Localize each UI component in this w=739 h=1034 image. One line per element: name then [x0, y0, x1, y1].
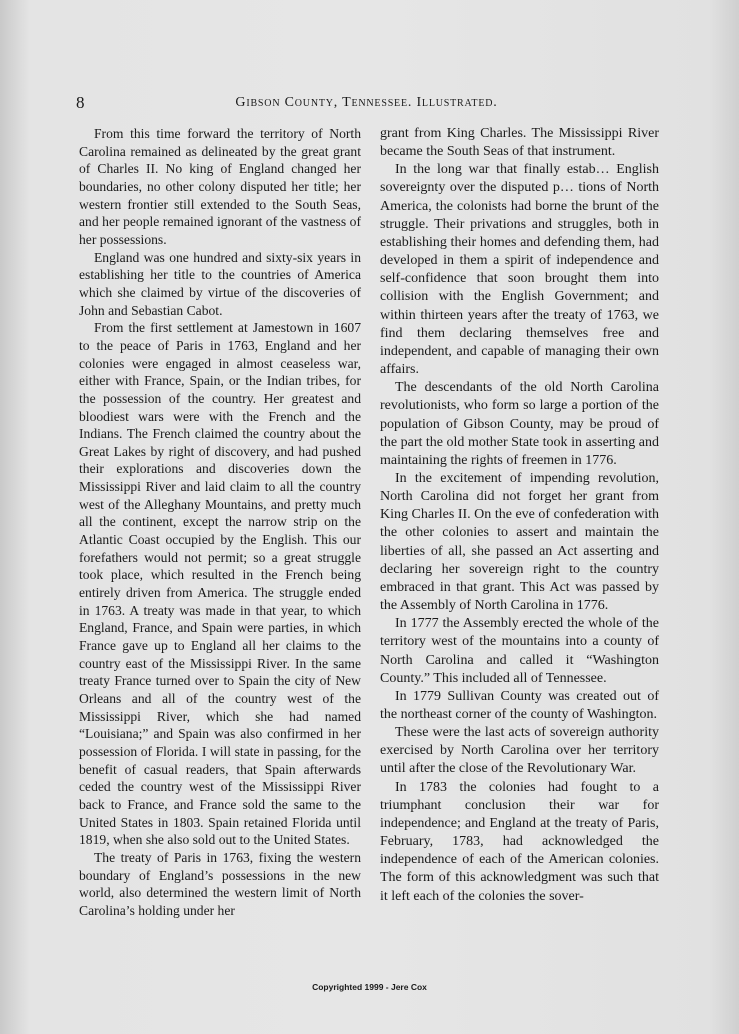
paragraph: In 1777 the Assembly erected the whole of the territory west of the mountains into a county of North Carolina and called it “Washington County.” This included all of Tennessee.	[380, 616, 659, 686]
paragraph: From the first settlement at Jamestown in 1607 to the peace of Paris in 1763, England and her colonies were engaged in almost ceaseless war, either with France, Spain, or the Indian tribes, for the possession of the country. Her greatest and bloodiest wars were with the French and the Indians. The French claimed the country about the Great Lakes by right of discovery, and had pushed their explorations and discoveries down the Mississippi River and laid claim to all the country west of the Alleghany Mountains, and pretty much all the continent, except the narrow strip on the Atlantic Coast occupied by the English. This our forefathers would not permit; so a great struggle took place, which resulted in the French being entirely driven from America. The struggle ended in 1763. A treaty was made in that year, to which England, France, and Spain were parties, in which France gave up to England all her claims to the country east of the Mississippi River. In the same treaty France turned over to Spain the city of New Orleans and all of the country west of the Mississippi River, which she had named “Louisiana;” and Spain was also confirmed in her possession of Florida. I will state in passing, for the benefit of casual readers, that Spain afterwards ceded the country west of the Mississippi River back to France, and France sold the same to the United States in 1803. Spain retained Florida until 1819, when she also sold out to the United States.	[79, 320, 361, 848]
left-column	[79, 125, 361, 920]
running-head	[76, 93, 657, 113]
paragraph: England was one hundred and sixty-six years in establishing her title to the countries of America which she claimed by virtue of the discoveries of John and Sebastian Cabot.	[79, 249, 361, 318]
paragraph: In the long war that finally estab… English sovereignty over the disputed p… tions of North America, the colonists had borne the brunt of the struggle. Their privations and struggles, both in establishing their homes and defending them, had developed in them a spirit of independence and self-confidence that soon brought them into collision with the English Government; and within thirteen years after the treaty of 1763, we find them declaring themselves free and independent, and capable of managing their own affairs.	[380, 162, 659, 378]
running-title: Gibson County, Tennessee. Illustrated.	[235, 95, 498, 110]
paragraph: The treaty of Paris in 1763, fixing the western boundary of England’s possessions in the new world, also determined the western limit of North Carolina’s holding under her	[79, 849, 361, 918]
paragraph-continued: grant from King Charles. The Mississippi River became the South Seas of that instrument.	[380, 126, 659, 160]
paragraph: The descendants of the old North Carolina revolutionists, who form so large a portion of the population of Gibson County, may be proud of the part the old mother State took in asserting and maintaining the rights of freemen in 1776.	[380, 380, 659, 468]
paragraph: In 1779 Sullivan County was created out of the northeast corner of the county of Washington.	[380, 688, 659, 722]
copyright-footer: Copyrighted 1999 - Jere Cox	[312, 982, 427, 992]
paragraph: These were the last acts of sovereign authority exercised by North Carolina over her territory until after the close of the Revolutionary War.	[380, 725, 659, 777]
paragraph: In the excitement of impending revolution, North Carolina did not forget her grant from King Charles II. On the eve of confederation with the other colonies to assert and maintain the liberties of all, she passed an Act asserting and declaring her sovereign right to the country embraced in that grant. This Act was passed by the Assembly of North Carolina in 1776.	[380, 470, 659, 614]
right-column	[380, 125, 659, 906]
paragraph: From this time forward the territory of North Carolina remained as delineated by the great grant of Charles II. No king of England changed her boundaries, no other colony disputed her title; her western frontier still extended to the South Seas, and her people remained ignorant of the vastness of her possessions.	[79, 126, 361, 247]
page-number: 8	[76, 93, 86, 112]
paragraph: In 1783 the colonies had fought to a triumphant conclusion their war for independence; and England at the treaty of Paris, February, 1783, had acknowledged the independence of each of the American colonies. The form of this acknowledgment was such that it left each of the colonies the sover-	[380, 779, 659, 904]
